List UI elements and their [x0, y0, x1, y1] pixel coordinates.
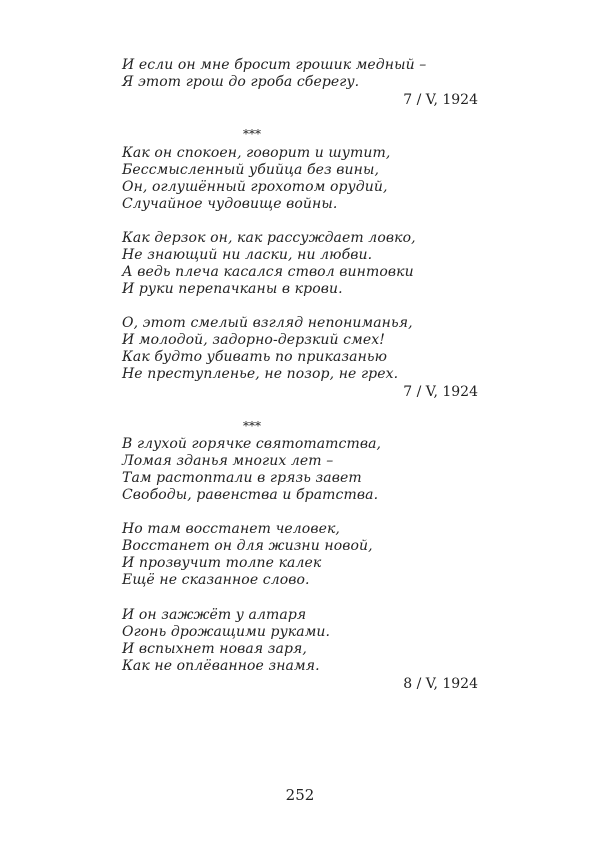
page-number: 252	[285, 786, 315, 804]
poem2-line: Как будто убивать по приказанью	[122, 349, 388, 365]
poem3-line: Как не оплёванное знамя.	[122, 658, 320, 674]
poem2-line: И руки перепачканы в крови.	[122, 281, 343, 297]
poem3-line: И прозвучит толпе калек	[122, 555, 322, 571]
poem3-line: И он зажжёт у алтаря	[122, 607, 307, 623]
poem3-line: В глухой горячке святотатства,	[122, 436, 382, 452]
poem3-line: Но там восстанет человек,	[122, 521, 340, 537]
poem2-line: Бессмысленный убийца без вины,	[122, 162, 380, 178]
poem2-line: Как он спокоен, говорит и шутит,	[122, 145, 391, 161]
poem3-date: 8 / V, 1924	[403, 676, 478, 692]
poem2-separator: ***	[243, 127, 261, 141]
poem1-line: Я этот грош до гроба сберегу.	[122, 74, 360, 90]
poem2-date: 7 / V, 1924	[403, 384, 478, 400]
poem2-line: Случайное чудовище войны.	[122, 196, 338, 212]
poem3-line: Ещё не сказанное слово.	[122, 572, 310, 588]
poem2-line: О, этот смелый взгляд непониманья,	[122, 315, 413, 331]
poem3-line: Огонь дрожащими руками.	[122, 624, 331, 640]
poem2-line: Не преступленье, не позор, не грех.	[122, 366, 399, 382]
poem3-line: Восстанет он для жизни новой,	[122, 538, 373, 554]
poem3-separator: ***	[243, 419, 261, 433]
poem2-line: Как дерзок он, как рассуждает ловко,	[122, 230, 416, 246]
poem3-line: Свободы, равенства и братства.	[122, 487, 379, 503]
poem2-line: Не знающий ни ласки, ни любви.	[122, 247, 373, 263]
poem2-line: А ведь плеча касался ствол винтовки	[122, 264, 414, 280]
poem3-line: Ломая зданья многих лет –	[122, 453, 334, 469]
poem3-line: Там растоптали в грязь завет	[122, 470, 362, 486]
poem2-line: И молодой, задорно-дерзкий смех!	[122, 332, 385, 348]
poem1-date: 7 / V, 1924	[403, 92, 478, 108]
poem2-line: Он, оглушённый грохотом орудий,	[122, 179, 388, 195]
poem1-line: И если он мне бросит грошик медный –	[122, 57, 427, 73]
poem3-line: И вспыхнет новая заря,	[122, 641, 307, 657]
